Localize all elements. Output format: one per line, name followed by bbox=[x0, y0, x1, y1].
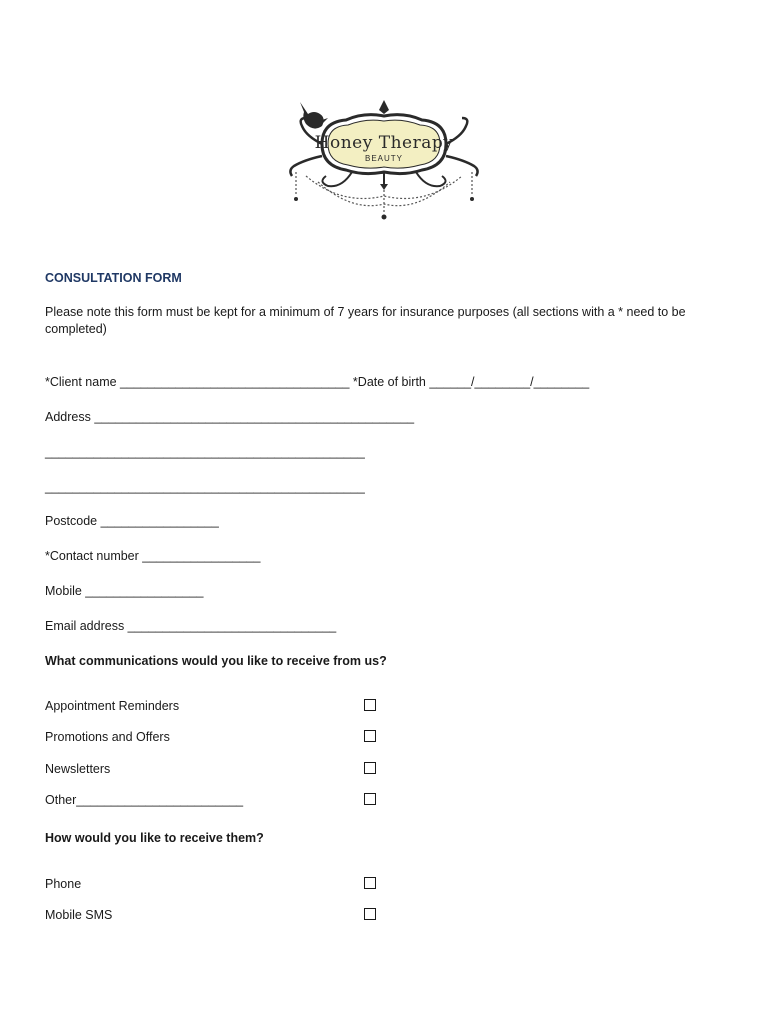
contact-number-field[interactable]: *Contact number _________________ bbox=[45, 549, 261, 563]
honey-therapy-logo bbox=[282, 96, 486, 222]
mobile-sms-checkbox[interactable] bbox=[364, 908, 376, 920]
address-line-2-field[interactable]: ______________________________________________ bbox=[45, 445, 365, 459]
form-intro: Please note this form must be kept for a minimum of 7 years for insurance purposes (all sections with a * need to be completed) bbox=[45, 305, 686, 336]
method-question: How would you like to receive them? bbox=[45, 831, 264, 845]
postcode-field[interactable]: Postcode _________________ bbox=[45, 514, 219, 528]
email-field[interactable]: Email address ______________________________ bbox=[45, 619, 337, 633]
other-checkbox[interactable] bbox=[364, 793, 376, 805]
mobile-field[interactable]: Mobile _________________ bbox=[45, 584, 204, 598]
appointment-reminders-checkbox[interactable] bbox=[364, 699, 376, 711]
option-appointment-reminders-label: Appointment Reminders bbox=[45, 699, 180, 713]
logo-brand-name: Honey Therapy bbox=[314, 133, 454, 153]
option-mobile-sms-label: Mobile SMS bbox=[45, 908, 113, 922]
address-line-3-field[interactable]: ______________________________________________ bbox=[45, 480, 365, 494]
option-phone-label: Phone bbox=[45, 877, 82, 891]
newsletters-checkbox[interactable] bbox=[364, 762, 376, 774]
option-promotions-label: Promotions and Offers bbox=[45, 730, 170, 744]
option-other-label[interactable]: Other________________________ bbox=[45, 793, 244, 807]
option-newsletters-label: Newsletters bbox=[45, 762, 111, 776]
logo-brand-sub: BEAUTY bbox=[364, 154, 404, 163]
phone-checkbox[interactable] bbox=[364, 877, 376, 889]
communications-question: What communications would you like to receive from us? bbox=[45, 654, 387, 668]
bird-icon bbox=[300, 102, 328, 129]
form-title: CONSULTATION FORM bbox=[45, 271, 182, 285]
client-name-dob-field[interactable]: *Client name _________________________________ *Date of birth ______/________/________ bbox=[45, 375, 590, 389]
promotions-checkbox[interactable] bbox=[364, 730, 376, 742]
address-field[interactable]: Address ______________________________________________ bbox=[45, 410, 415, 424]
